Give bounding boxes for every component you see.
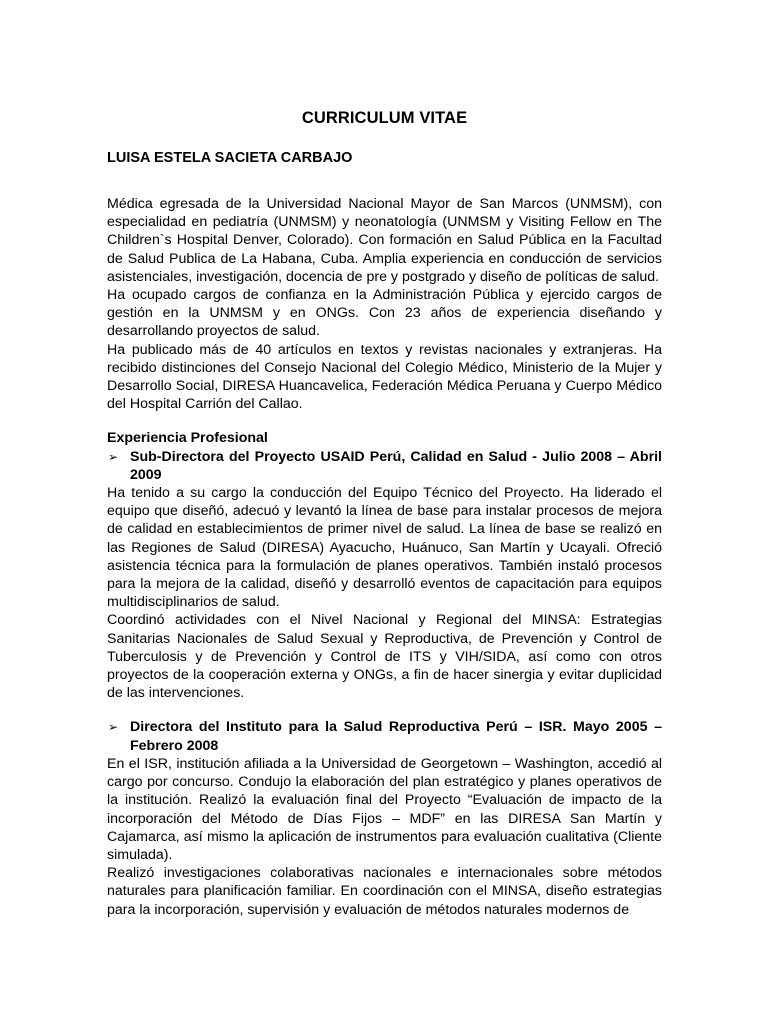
intro-paragraph: Ha publicado más de 40 artículos en textos y revistas nacionales y extranjeras. Ha recibido distinciones del Consejo Nacional del Colegio Médico, Ministerio de la Mujer y Desarrollo Social, DIRESA Huancavelica, Federación Médica Peruana y Cuerpo Médico del Hospital Carrión del Callao. <box>107 341 662 413</box>
job-entry <box>107 448 662 484</box>
job-description: En el ISR, institución afiliada a la Universidad de Georgetown – Washington, accedió al cargo por concurso. Condujo la elaboración del plan estratégico y planes operativos de la institución. Realizó la evaluación final del Proyecto “Evaluación de impacto de la incorporación del Método de Días Fijos – MDF” en las DIRESA San Martín y Cajamarca, así mismo la aplicación de instrumentos para evaluación cualitativa (Cliente simulada). <box>107 755 662 863</box>
intro-paragraph: Ha ocupado cargos de confianza en la Administración Pública y ejercido cargos de gestión en la UNMSM y en ONGs. Con 23 años de experiencia diseñando y desarrollando proyectos de salud. <box>107 287 662 340</box>
person-name: LUISA ESTELA SACIETA CARBAJO <box>107 150 353 166</box>
experience-heading: Experiencia Profesional <box>107 430 268 447</box>
intro-paragraph: Médica egresada de la Universidad Nacional Mayor de San Marcos (UNMSM), con especialidad en pediatría (UNMSM) y neonatología (UNMSM y Visiting Fellow en The Children`s Hospital Denver, Colorado). Con formación en Salud Pública en la Facultad de Salud Publica de La Habana, Cuba. Amplia experiencia en conducción de servicios asistenciales, investigación, docencia de pre y postgrado y diseño de políticas de salud. <box>107 196 662 285</box>
document-title: CURRICULUM VITAE <box>301 109 468 127</box>
arrow-bullet-icon: ➢ <box>108 720 119 735</box>
arrow-bullet-icon: ➢ <box>108 449 119 464</box>
job-description: Ha tenido a su cargo la conducción del Equipo Técnico del Proyecto. Ha liderado el equipo que diseñó, adecuó y levantó la línea de base para instalar procesos de mejora de calidad en establecimientos de primer nivel de salud. La línea de base se realizó en las Regiones de Salud (DIRESA) Ayacucho, Huánuco, San Martín y Ucayali. Ofreció asistencia técnica para la formulación de planes operativos. También instaló procesos para la mejora de la calidad, diseñó y desarrolló eventos de capacitación para equipos multidisciplinarios de salud. <box>107 485 662 611</box>
job-title: Sub-Directora del Proyecto USAID Perú, Calidad en Salud - Julio 2008 – Abril 2009 <box>130 448 662 483</box>
document-page <box>107 108 662 919</box>
job-title: Directora del Instituto para la Salud Reproductiva Perú – ISR. Mayo 2005 – Febrero 2008 <box>130 719 662 754</box>
job-description: Realizó investigaciones colaborativas nacionales e internacionales sobre métodos naturales para planificación familiar. En coordinación con el MINSA, diseño estrategias para la incorporación, supervisión y evaluación de métodos naturales modernos de <box>107 865 662 918</box>
job-entry <box>107 718 662 754</box>
job-description: Coordinó actividades con el Nivel Nacional y Regional del MINSA: Estrategias Sanitarias Nacionales de Salud Sexual y Reproductiva, de Prevención y Control de Tuberculosis y de Prevención y Control de ITS y VIH/SIDA, así como con otros proyectos de la cooperación externa y ONGs, a fin de hacer sinergia y evitar duplicidad de las intervenciones. <box>107 612 662 702</box>
